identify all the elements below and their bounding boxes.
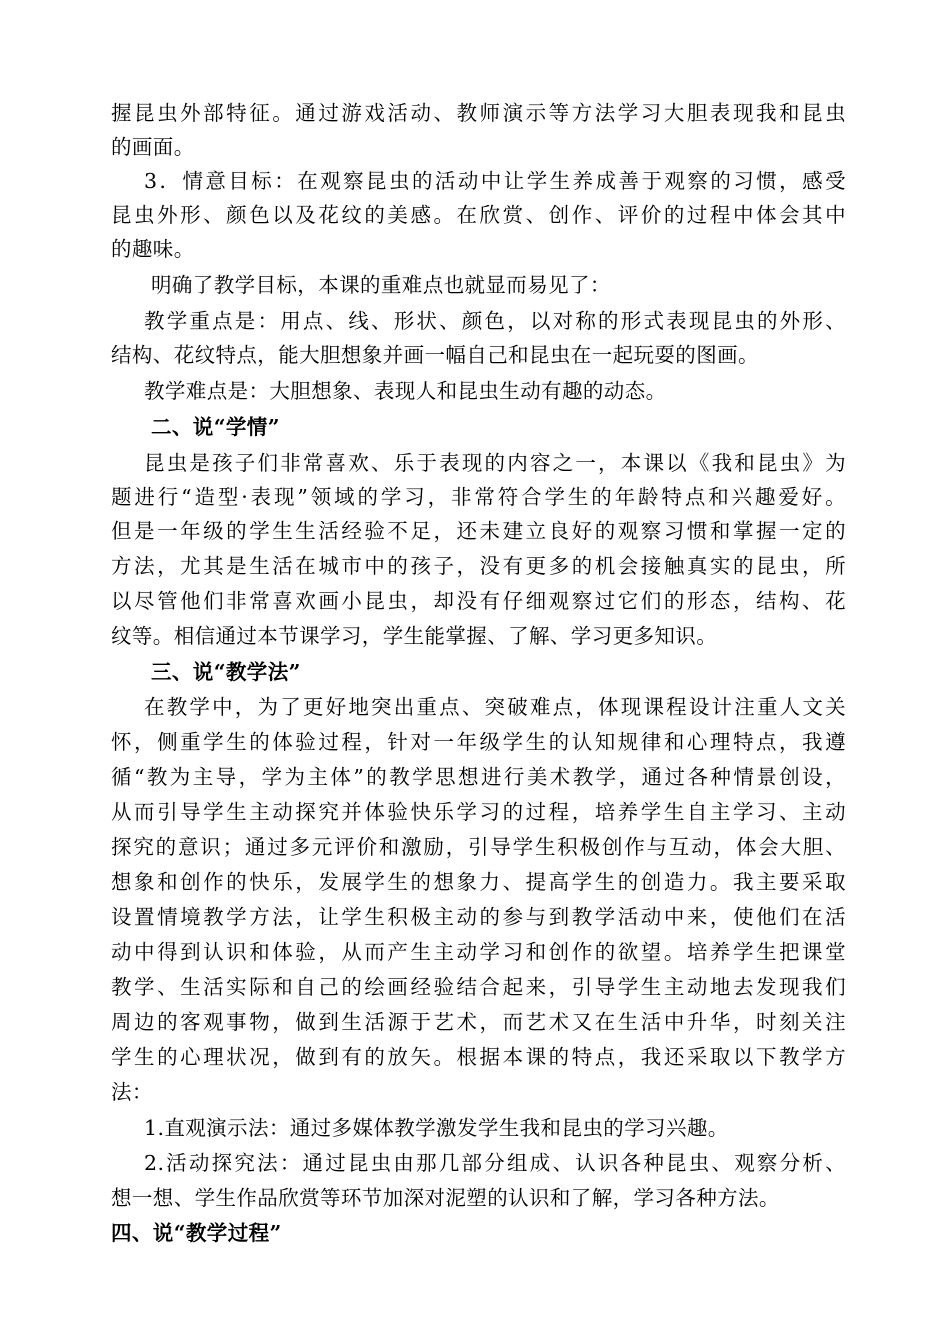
paragraph-line: 周边的客观事物，做到生活源于艺术，而艺术又在生活中升华，时刻关注 xyxy=(111,1010,846,1034)
paragraph-line: 方法，尤其是生活在城市中的孩子，没有更多的机会接触真实的昆虫，所 xyxy=(111,554,846,578)
paragraph-line: 昆虫是孩子们非常喜欢、乐于表现的内容之一，本课以《我和昆虫》为 xyxy=(144,451,846,475)
paragraph-line: 学生的心理状况，做到有的放矢。根据本课的特点，我还采取以下教学方 xyxy=(111,1045,846,1069)
paragraph-line: 明确了教学目标，本课的重难点也就显而易见了： xyxy=(151,273,611,297)
list-item: 2.活动探究法：通过昆虫由那几部分组成、认识各种昆虫、观察分析、 xyxy=(144,1151,846,1175)
section-heading: 三、说“教学法” xyxy=(151,660,301,684)
paragraph-line: 从而引导学生主动探究并体验快乐学习的过程，培养学生自主学习、主动 xyxy=(111,800,846,824)
section-heading: 二、说“学情” xyxy=(151,415,280,439)
paragraph-line: 在教学中，为了更好地突出重点、突破难点，体现课程设计注重人文关 xyxy=(144,695,846,719)
paragraph-line: 设置情境教学方法，让学生积极主动的参与到教学活动中来，使他们在活 xyxy=(111,905,846,929)
paragraph-line: 教学重点是：用点、线、形状、颜色，以对称的形式表现昆虫的外形、 xyxy=(144,309,846,333)
paragraph-line: 3．情意目标：在观察昆虫的活动中让学生养成善于观察的习惯，感受 xyxy=(144,169,846,193)
paragraph-line: 的趣味。 xyxy=(111,237,195,261)
section-heading: 四、说“教学过程” xyxy=(111,1221,282,1245)
paragraph-line: 的画面。 xyxy=(111,135,195,159)
paragraph-line: 但是一年级的学生生活经验不足，还未建立良好的观察习惯和掌握一定的 xyxy=(111,519,846,543)
paragraph-line: 教学难点是：大胆想象、表现人和昆虫生动有趣的动态。 xyxy=(144,379,667,403)
paragraph-line: 想一想、学生作品欣赏等环节加深对泥塑的认识和了解，学习各种方法。 xyxy=(111,1186,780,1210)
paragraph-line: 探究的意识；通过多元评价和激励，引导学生积极创作与互动，体会大胆、 xyxy=(111,835,846,859)
list-item: 1.直观演示法：通过多媒体教学激发学生我和昆虫的学习兴趣。 xyxy=(144,1116,729,1140)
paragraph-line: 纹等。相信通过本节课学习，学生能掌握、了解、学习更多知识。 xyxy=(111,624,718,648)
paragraph-line: 法： xyxy=(111,1080,153,1104)
paragraph-line: 以尽管他们非常喜欢画小昆虫，却没有仔细观察过它们的形态，结构、花 xyxy=(111,589,846,613)
paragraph-line: 教学、生活实际和自己的绘画经验结合起来，引导学生主动地去发现我们 xyxy=(111,975,846,999)
paragraph-line: 昆虫外形、颜色以及花纹的美感。在欣赏、创作、评价的过程中体会其中 xyxy=(111,203,846,227)
paragraph-line: 题进行“造型·表现”领域的学习，非常符合学生的年龄特点和兴趣爱好。 xyxy=(111,485,846,509)
paragraph-line: 结构、花纹特点，能大胆想象并画一幅自己和昆虫在一起玩耍的图画。 xyxy=(111,343,759,367)
paragraph-line: 握昆虫外部特征。通过游戏活动、教师演示等方法学习大胆表现我和昆虫 xyxy=(111,101,846,125)
paragraph-line: 怀，侧重学生的体验过程，针对一年级学生的认知规律和心理特点，我遵 xyxy=(111,730,846,754)
paragraph-line: 循“教为主导，学为主体”的教学思想进行美术教学，通过各种情景创设， xyxy=(111,765,846,789)
paragraph-line: 想象和创作的快乐，发展学生的想象力、提高学生的创造力。我主要采取 xyxy=(111,870,846,894)
paragraph-line: 动中得到认识和体验，从而产生主动学习和创作的欲望。培养学生把课堂 xyxy=(111,940,846,964)
